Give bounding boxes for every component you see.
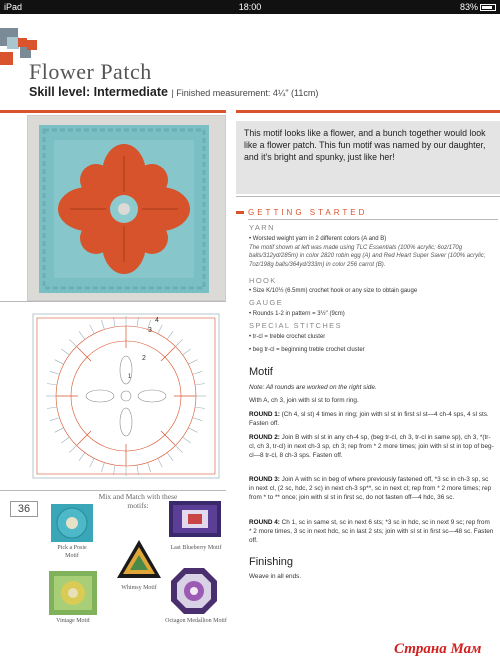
gauge-item: • Rounds 1-2 in pattern = 3½" (9cm) <box>249 311 345 317</box>
thumb-pick-a-posie[interactable] <box>50 503 94 548</box>
caption-vintage: Vintage Motif <box>56 618 90 624</box>
stitch-tick <box>47 407 57 409</box>
round-3 <box>249 475 494 502</box>
stitch-tick <box>183 437 191 443</box>
stitch-tick <box>176 446 183 453</box>
stitch-tick <box>101 463 104 473</box>
intro-text: This motif looks like a flower, and a bunch together would look like a flower patch. This fun motif was named by our daughter, and it's bright and spunky, just like her! <box>244 128 486 162</box>
intro-divider <box>236 196 500 197</box>
round-4-label: ROUND 4: <box>249 519 280 526</box>
intro-panel <box>236 121 500 194</box>
yarn-item: • Worsted weight yarn in 2 different colors (A and B) <box>249 236 387 242</box>
stitch-tick <box>158 325 163 334</box>
ios-status-bar <box>0 0 500 14</box>
clock: 18:00 <box>238 2 262 12</box>
stitch-tick <box>90 325 95 334</box>
gauge-heading: GAUGE <box>249 298 284 307</box>
getting-started-heading: GETTING STARTED <box>248 208 368 217</box>
stitch-tick <box>188 360 197 365</box>
stitch-tick <box>195 407 205 409</box>
battery-icon <box>480 4 496 11</box>
last-blueberry-image <box>168 500 222 538</box>
round-1-text: (Ch 4, sl st) 4 times in ring; join with sl st in first sl st—4 ch-4 sps, 4 sl sts. Fasten off. <box>249 411 489 427</box>
header-rule-right <box>236 110 500 113</box>
battery-indicator <box>460 0 496 14</box>
caption-pick-a-posie: Pick a Posie Motif <box>57 545 87 559</box>
stitch-tick <box>193 371 203 374</box>
stitch-tick <box>114 317 116 327</box>
stitch-tick <box>183 349 191 355</box>
hook-item: • Size K/10½ (6.5mm) crochet hook or any size to obtain gauge <box>249 288 418 294</box>
round-3-label: ROUND 3: <box>249 476 280 483</box>
stitch-tick <box>55 428 64 433</box>
header-rule <box>0 110 226 113</box>
stitch-tick <box>61 349 69 355</box>
round-2-label: ROUND 2: <box>249 434 280 441</box>
stitch-tick <box>69 339 76 346</box>
flower-patch-image <box>28 116 225 300</box>
stitch-tick <box>167 453 173 461</box>
hook-heading: HOOK <box>249 276 277 285</box>
stitch-diagram <box>27 308 227 484</box>
mix-divider <box>0 490 226 491</box>
stitch-tick <box>176 339 183 346</box>
photo-divider <box>0 301 226 302</box>
stitch-tick <box>137 317 139 327</box>
pick-a-posie-image <box>50 503 94 543</box>
stitch-tick <box>50 418 60 421</box>
motif-photo <box>27 115 226 301</box>
stitch-tick <box>193 418 203 421</box>
stitch-tick <box>137 465 139 475</box>
device-label: iPad <box>4 2 23 12</box>
stitch-tick <box>50 371 60 374</box>
round-1 <box>249 410 494 428</box>
round-1-label: ROUND 1: <box>249 411 280 418</box>
finishing-heading: Finishing <box>249 556 294 568</box>
stitch-tick <box>158 458 163 467</box>
round-2-text: Join B with sl st in any ch-4 sp, (beg tr-cl, ch 3, tr-cl in same sp), ch 3, *(tr-cl, ch 3, tr-cl) in next ch-3 sp, ch 3; rep from * 2 more times; join with sl st in top of beg-cl—8 tr-cl, 8 ch-3 sps. Fasten off. <box>249 434 494 459</box>
stitch-tick <box>195 384 205 386</box>
caption-whimsy: Whimsy Motif <box>121 585 157 591</box>
stitch-tick <box>79 453 85 461</box>
mix-and-match-title: Mix and Match with these motifs: <box>98 492 178 510</box>
diagram-label-3: 3 <box>148 327 152 334</box>
round-4 <box>249 518 494 545</box>
page-title: Flower Patch <box>29 59 152 84</box>
stitch-tick <box>90 458 95 467</box>
skill-line <box>29 85 318 99</box>
motif-heading: Motif <box>249 366 273 378</box>
octagon-medallion-image <box>170 567 218 615</box>
getting-started-rule <box>248 219 498 220</box>
special-stitches-heading: SPECIAL STITCHES <box>249 321 342 330</box>
crochet-chart-svg <box>27 308 227 484</box>
finishing-text: Weave in all ends. <box>249 573 302 580</box>
round-2 <box>249 433 494 460</box>
getting-started-marker <box>236 211 244 214</box>
vintage-image <box>48 570 98 616</box>
stitch-tick <box>61 437 69 443</box>
watermark: Страна Мам <box>394 641 482 657</box>
stitch-tick <box>101 320 104 330</box>
battery-percent: 83% <box>459 2 478 12</box>
diagram-label-4: 4 <box>155 317 159 324</box>
caption-octagon-medallion: Octagon Medallion Motif <box>165 618 227 624</box>
round-3-text: Join A with sc in beg of where previously fastened off, *3 sc in ch-3 sp, sc in next cl, (2 sc, hdc, 2 sc) in next ch-3 sp**, sc in next cl; rep from * 2 more times; rep from * to ** once; join with sl st in first sc, do not fasten off—4 hdc, 36 sc. <box>249 476 492 501</box>
motif-note: Note: All rounds are worked on the right side. <box>249 384 377 391</box>
page-number: 36 <box>10 501 38 517</box>
motif-start: With A, ch 3, join with sl st to form ring. <box>249 397 359 404</box>
skill-level: Skill level: Intermediate <box>29 85 168 99</box>
yarn-note: The motif shown at left was made using TLC Essentials (100% acrylic; 6oz/170g balls/312yd/285m) in color 2820 robin egg (A) and Red Heart Super Saver (100% acrylic; 7oz/198g balls/364yd/333m) in color 256 carrot (B). <box>249 245 486 268</box>
round-4-text: Ch 1, sc in same st, sc in next 6 sts; *3 sc in hdc, sc in next 9 sc; rep from * 2 more times, 3 sc in next hdc, sc in last 2 sts; join with sl st in first sc—48 sc. Fasten off. <box>249 519 494 544</box>
stitch-tick <box>69 446 76 453</box>
thumb-octagon-medallion[interactable] <box>170 567 218 620</box>
stitch-tick <box>188 428 197 433</box>
finished-measurement: | Finished measurement: 4¼" (11cm) <box>171 88 319 98</box>
stitch-tick <box>114 465 116 475</box>
stitch-tick <box>148 463 151 473</box>
stitch-tick <box>55 360 64 365</box>
stitch-tick <box>47 384 57 386</box>
whimsy-image <box>115 538 163 580</box>
caption-last-blueberry: Last Blueberry Motif <box>170 545 222 551</box>
special-stitch-1: • tr-cl = treble crochet cluster <box>249 334 326 340</box>
yarn-heading: YARN <box>249 223 275 232</box>
diagram-label-2: 2 <box>142 355 146 362</box>
thumb-vintage[interactable] <box>48 570 98 621</box>
stitch-tick <box>79 331 85 339</box>
special-stitch-2: • beg tr-cl = beginning treble crochet cluster <box>249 347 365 353</box>
thumb-last-blueberry[interactable] <box>168 500 222 543</box>
thumb-whimsy[interactable] <box>115 538 163 585</box>
stitch-tick <box>167 331 173 339</box>
diagram-label-1: 1 <box>128 374 132 380</box>
